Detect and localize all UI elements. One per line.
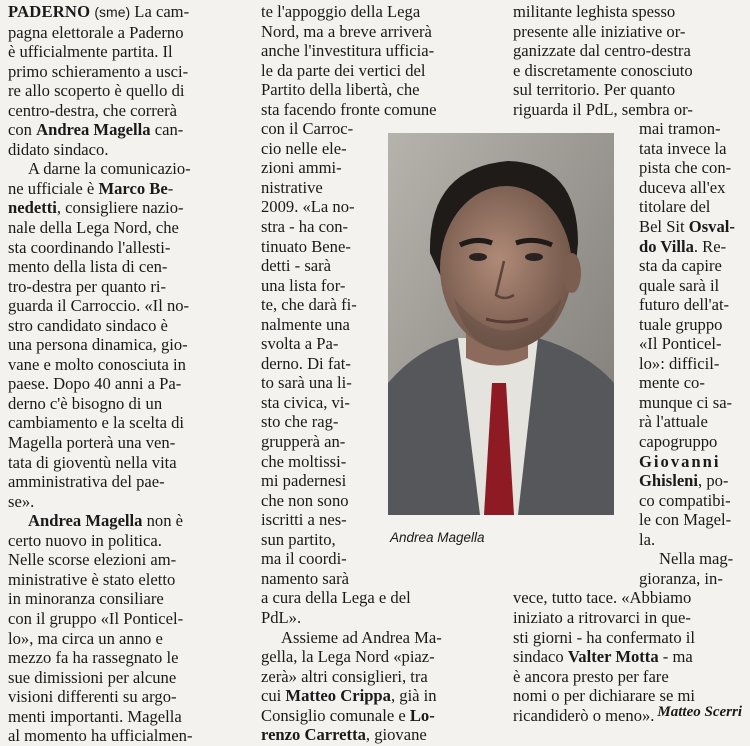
- paragraph-3: Andrea Magella non è certo nuovo in politica. Nelle scorse elezioni am- ministrative è stato eletto in minoranza consiliare con il gruppo «Il Ponticel- lo», ma circa un anno e mezzo fa ha rassegnato le sue dimissioni per alcune visioni differenti su argo- menti importanti. Magella al momento ha ufficialmen-: [8, 511, 193, 746]
- paragraph-4: te l'appoggio della Lega Nord, ma a breve arriverà anche l'investitura ufficia- le da parte dei vertici del Partito della libertà, che sta facendo fronte comune con il Carroc- cio nelle ele- zioni ammi- nistrative 2009. «La no- stra - ha con- tinuato Bene- detti - sarà una lista for- te, che darà fi- nalmente una svolta a Pa- derno. Di fat- to sarà una li- sta civica, vi- sto che rag- grupperà an- che moltissi- mi padernesi che non sono iscritti a nes- sun partito, ma il coordi- namento sarà a cura della Lega e del PdL».: [261, 2, 437, 627]
- paragraph-5: Assieme ad Andrea Ma- gella, la Lega Nord «piaz- zerà» altri consiglieri, tra cui Matteo Crippa, già in Consiglio comunale e Lo- renzo Carretta, giovane: [261, 627, 442, 745]
- photo-caption: Andrea Magella: [390, 530, 485, 545]
- paragraph-1: PADERNO (sme) La cam- pagna elettorale a Paderno è ufficialmente partita. Il primo schieramento a usci- re allo scoperto è quello di centro-destra, che correrà con Andrea Magella can- didato sindaco.: [8, 2, 190, 159]
- paragraph-7: Nella mag- gioranza, in- vece, tutto tace. «Abbiamo iniziato a ritrovarci in que- sti giorni - ha confermato il sindaco Valter Motta - ma è ancora presto per fare nomi o per dichiarare se mi ricandiderò o meno».: [513, 549, 734, 725]
- paragraph-6: militante leghista spesso presente alle iniziative or- ganizzate dal centro-destra e discretamente conosciuto sul territorio. Per quanto riguarda il PdL, sembra or- mai tramon- tata invece la pista che con- duceva all'ex titolare del Bel Sit Osval- do Villa. Re- sta da capire quale sarà il futuro dell'at- tuale gruppo «Il Ponticel- lo»: difficil- mente co- munque ci sa- rà l'attuale capogruppo Giovanni Ghisleni, po- co compatibi- le con Magel- la.: [513, 2, 735, 549]
- portrait-illustration: [388, 133, 614, 515]
- byline: Matteo Scerri: [657, 704, 742, 720]
- paragraph-2: A darne la comunicazio- ne ufficiale è Marco Be- nedetti, consigliere nazio- nale della Lega Nord, che sta coordinando l'allesti- mento della lista di cen- tro-destra per quanto ri- guarda il Carroccio. «Il no- stro candidato sindaco è una persona dinamica, gio- vane e molto conosciuta in paese. Dopo 40 anni a Pa- derno c'è bisogno di un cambiamento e la scelta di Magella porterà una ven- tata di gioventù nella vita amministrativa del pae- se».: [8, 159, 191, 511]
- article-column-1: [8, 2, 244, 746]
- author-initials: (sme): [94, 4, 131, 20]
- portrait-photo: [388, 133, 614, 515]
- location-kicker: PADERNO: [8, 2, 91, 21]
